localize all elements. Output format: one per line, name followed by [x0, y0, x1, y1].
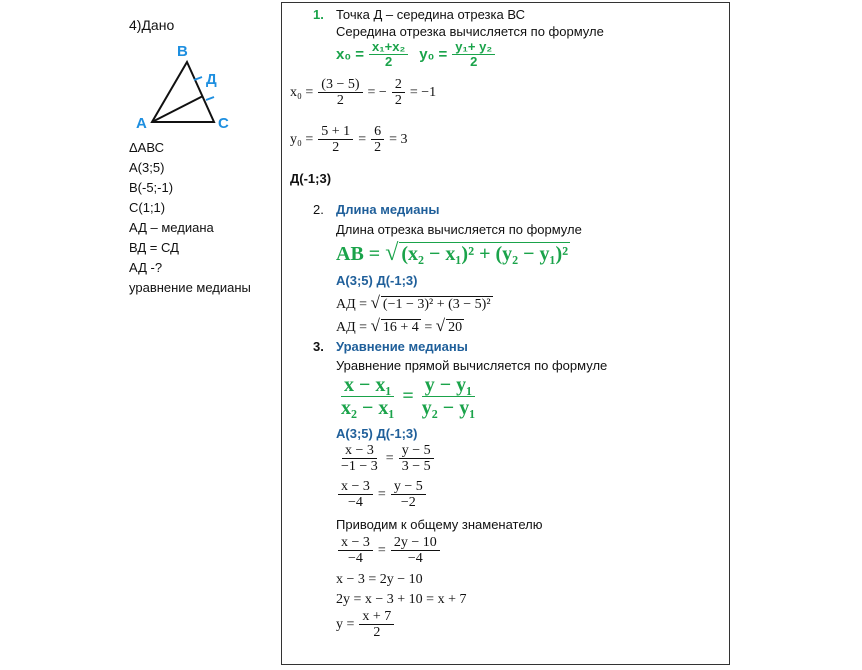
- ad-calc-2-result: 20: [448, 320, 463, 335]
- label-b: B: [177, 43, 188, 60]
- eq2: [336, 479, 428, 511]
- line-formula-rden: y₂ − y₁: [421, 397, 476, 419]
- formula-x0: x₀ =: [336, 46, 365, 64]
- y0-eq: =: [358, 131, 367, 147]
- sqrt-icon: √: [370, 316, 380, 335]
- sqrt-icon: √: [435, 316, 446, 335]
- line-formula-lnum: x − x₁: [341, 374, 394, 397]
- x0-den: 2: [336, 93, 344, 109]
- formula-x-fraction: [369, 40, 408, 70]
- point-d-result: Д(-1;3): [290, 171, 332, 186]
- step3-line1: Уравнение прямой вычисляется по формуле: [336, 358, 608, 373]
- line-formula-left: [338, 374, 397, 419]
- x0-calculation: [290, 77, 436, 109]
- common-denominator-note: Приводим к общему знаменателю: [336, 517, 543, 532]
- y0-fraction: [318, 124, 353, 156]
- eq3-rnum: 2y − 10: [391, 535, 440, 551]
- eq2-right: [391, 479, 426, 511]
- y0-den: 2: [332, 140, 340, 156]
- line-formula-right: [419, 374, 478, 419]
- formula-x-num: x₁+x₂: [369, 40, 408, 55]
- line-equation-formula: [336, 374, 480, 419]
- eq3-lden: −4: [348, 551, 363, 567]
- sqrt-icon: √: [385, 240, 399, 266]
- given-line: ΔАВС: [129, 140, 164, 155]
- eq6-den: 2: [373, 625, 381, 641]
- x0-num: (3 − 5): [318, 77, 362, 93]
- given-line: ВД = СД: [129, 240, 179, 255]
- given-line: А(3;5): [129, 160, 165, 175]
- eq1: [336, 443, 436, 475]
- step2-line1: Длина отрезка вычисляется по формуле: [336, 222, 582, 237]
- eq2-lnum: x − 3: [338, 479, 373, 495]
- step1-line1: Точка Д – середина отрезка ВС: [336, 7, 525, 22]
- y0-num2: 6: [371, 124, 384, 140]
- x0-lhs: x₀ =: [290, 84, 314, 100]
- ad-calc-2-eq: =: [424, 320, 433, 335]
- eq4: x − 3 = 2y − 10: [336, 572, 423, 587]
- line-formula-lden: x₂ − x₁: [341, 397, 395, 419]
- y0-result: = 3: [389, 131, 408, 147]
- eq3-left: [338, 535, 373, 567]
- eq2-rden: −2: [400, 495, 416, 511]
- given-line: В(-5;-1): [129, 180, 174, 195]
- eq6-lhs: y =: [336, 616, 355, 632]
- ad-calc-1-radicand: (−1 − 3)² + (3 − 5)²: [382, 297, 491, 312]
- eq3-rden: −4: [407, 551, 423, 567]
- x0-fraction: [318, 77, 362, 109]
- ad-calc-2: [336, 316, 464, 336]
- x0-fraction2: [392, 77, 405, 109]
- eq2-rnum: y − 5: [391, 479, 426, 495]
- eq1-rden: 3 − 5: [401, 459, 431, 475]
- y0-fraction2: [371, 124, 384, 156]
- formula-y-num: y₁+ y₂: [452, 40, 495, 55]
- step2-number: 2.: [313, 202, 324, 217]
- step3-points: А(3;5) Д(-1;3): [336, 426, 418, 441]
- distance-formula-radicand: (x₂ − x₁)² + (y₂ − y₁)²: [401, 243, 569, 265]
- eq1-eq: =: [385, 450, 394, 466]
- x0-den2: 2: [394, 93, 402, 109]
- given-title: 4)Дано: [129, 17, 175, 33]
- formula-x-den: 2: [385, 54, 393, 70]
- y0-den2: 2: [374, 140, 382, 156]
- sqrt-icon: √: [370, 293, 380, 312]
- eq1-left: [338, 443, 381, 475]
- line-formula-eq: =: [402, 385, 414, 407]
- step2-title: Длина медианы: [336, 202, 440, 217]
- y0-num: 5 + 1: [318, 124, 353, 140]
- eq3: [336, 535, 442, 567]
- eq2-lden: −4: [348, 495, 363, 511]
- ad-calc-1: [336, 293, 493, 313]
- eq1-lnum: x − 3: [342, 443, 377, 459]
- given-list: [129, 138, 251, 298]
- eq1-rnum: y − 5: [399, 443, 434, 459]
- step1-line2: Середина отрезка вычисляется по формуле: [336, 24, 604, 39]
- step3-title: Уравнение медианы: [336, 339, 468, 354]
- eq5: 2y = x − 3 + 10 = x + 7: [336, 592, 467, 607]
- ad-calc-2-lhs: АД =: [336, 320, 368, 335]
- step1-number: 1.: [313, 7, 324, 22]
- x0-mid: = −: [367, 84, 387, 100]
- eq6: [336, 609, 396, 641]
- step3-number: 3.: [313, 339, 324, 354]
- triangle-outline: [152, 62, 214, 122]
- distance-formula: [336, 240, 570, 267]
- eq6-fraction: [359, 609, 394, 641]
- eq3-lnum: x − 3: [338, 535, 373, 551]
- eq3-right: [391, 535, 440, 567]
- eq1-right: [399, 443, 434, 475]
- eq3-eq: =: [377, 542, 386, 558]
- y0-lhs: y₀ =: [290, 131, 314, 147]
- formula-y-fraction: [452, 40, 495, 70]
- midpoint-formula: [336, 40, 497, 70]
- eq6-num: x + 7: [359, 609, 394, 625]
- x0-num2: 2: [392, 77, 405, 93]
- distance-formula-lhs: AB =: [336, 243, 381, 265]
- label-d: Д: [206, 71, 217, 88]
- eq2-eq: =: [377, 486, 386, 502]
- line-formula-rnum: y − y₁: [422, 374, 475, 397]
- x0-result: = −1: [409, 84, 437, 100]
- ad-calc-1-lhs: АД =: [336, 297, 368, 312]
- ad-calc-2-radicand: 16 + 4: [382, 320, 419, 335]
- given-line: АД -?: [129, 260, 163, 275]
- eq2-left: [338, 479, 373, 511]
- triangle-sketch: [130, 42, 240, 134]
- y0-calculation: [290, 124, 408, 156]
- label-a: A: [136, 115, 147, 132]
- given-line: уравнение медианы: [129, 280, 251, 295]
- eq1-lden: −1 − 3: [341, 459, 378, 475]
- given-line: АД – медиана: [129, 220, 214, 235]
- formula-y-den: 2: [470, 54, 478, 70]
- step2-points: А(3;5) Д(-1;3): [336, 273, 418, 288]
- given-line: С(1;1): [129, 200, 166, 215]
- formula-y0: y₀ =: [419, 46, 448, 64]
- label-c: C: [218, 115, 229, 132]
